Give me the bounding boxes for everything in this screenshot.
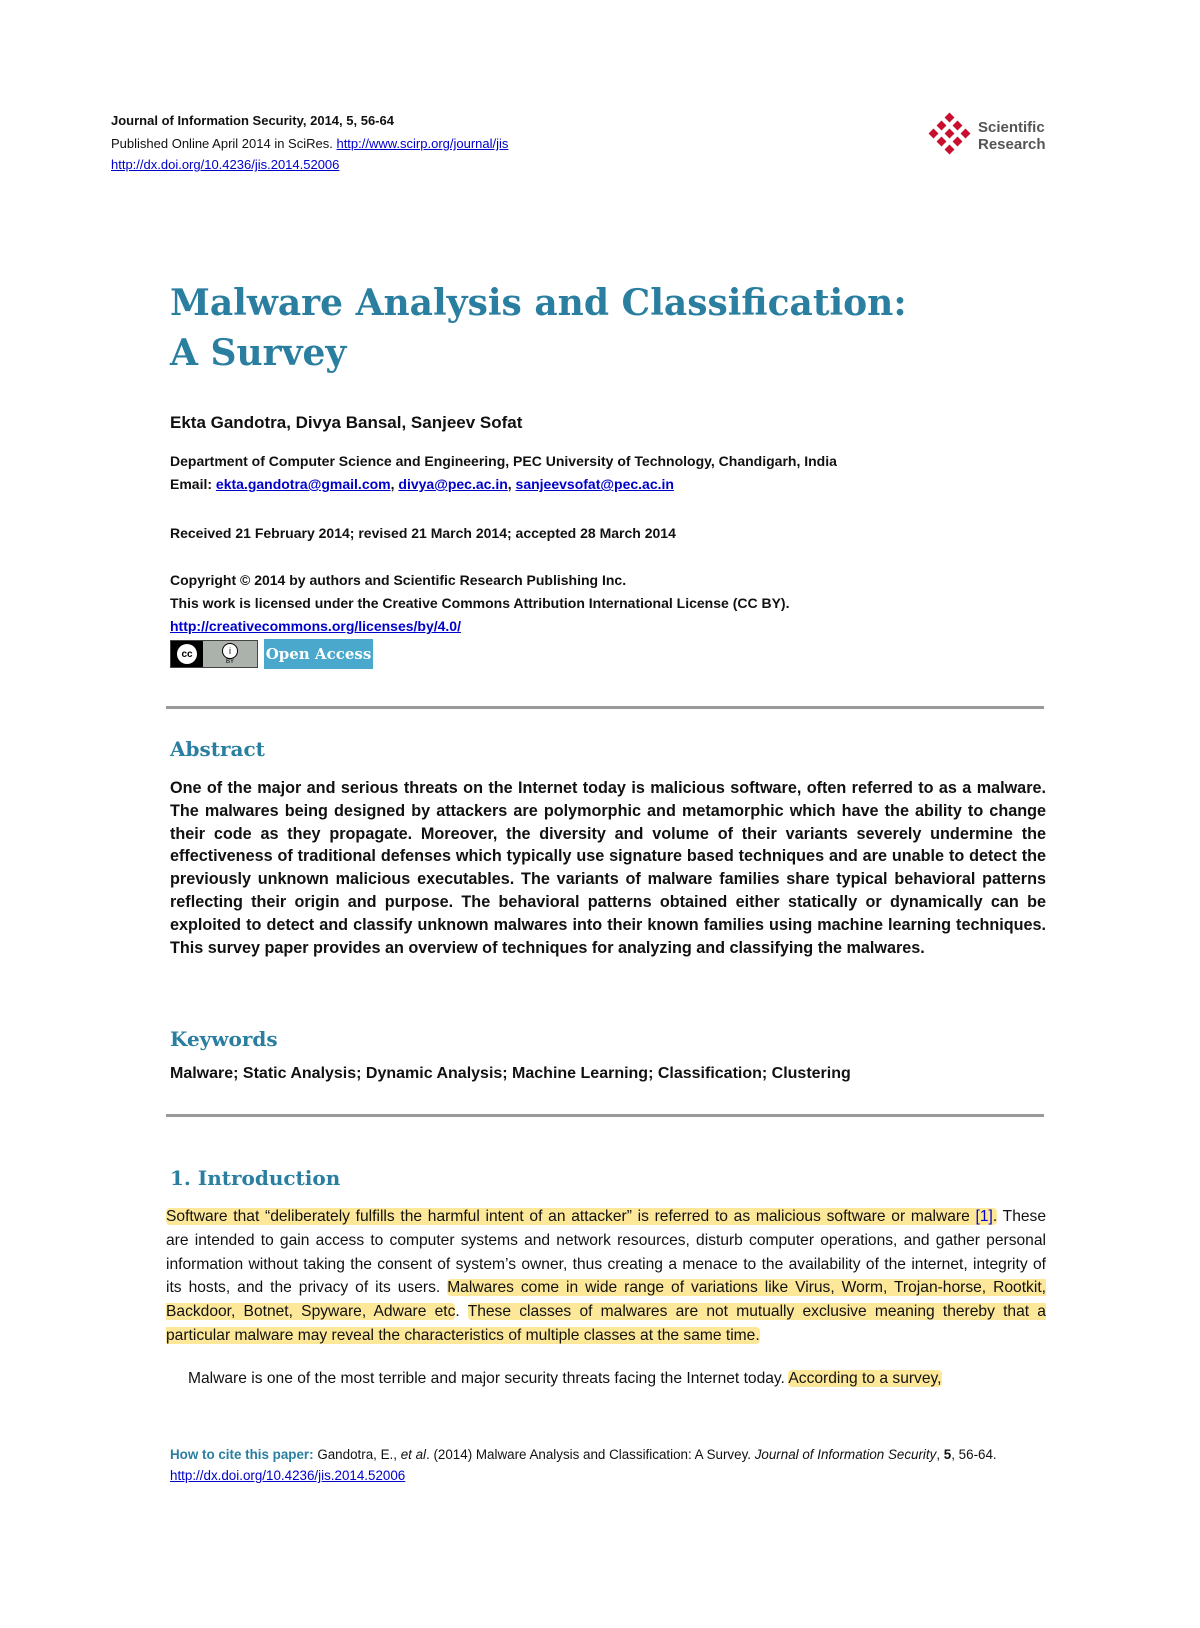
intro-paragraph-1 (166, 1205, 1046, 1348)
abstract-text: One of the major and serious threats on the Internet today is malicious software, often referred to as a malware. The malwares being designed by attackers are polymorphic and metamorphic which have the ability to change their code as they propagate. Moreover, the diversity and volume of their variants severely undermine the effectiveness of traditional defenses which typically use signature based techniques and are unable to detect the previously unknown malicious executables. The variants of malware families share typical behavioral patterns reflecting their origin and purpose. The behavioral patterns obtained either statically or dynamically can be exploited to detect and classify unknown malwares into their known families using machine learning techniques. This survey paper provides an overview of techniques for analyzing and classifying the malwares. (170, 779, 1046, 957)
cite-volume: 5 (943, 1447, 952, 1462)
email-separator: , (507, 476, 516, 492)
intro-p1-highlight-1: Software that “deliberately fulfills the harmful intent of an attacker” is referred to as malicious software or malware (166, 1208, 976, 1225)
keywords-text: Malware; Static Analysis; Dynamic Analysis; Machine Learning; Classification; Clustering (170, 1065, 851, 1082)
received-dates: Received 21 February 2014; revised 21 March 2014; accepted 28 March 2014 (170, 525, 676, 541)
published-prefix: Published Online April 2014 in SciRes. (111, 136, 337, 151)
introduction-heading: 1. Introduction (170, 1166, 341, 1190)
email-link-3[interactable]: sanjeevsofat@pec.ac.in (515, 476, 674, 492)
published-online-line (111, 136, 508, 151)
logo-diamond-icon (928, 114, 972, 158)
license-notice: This work is licensed under the Creative Commons Attribution International License (CC BY). (170, 595, 790, 611)
journal-url-link[interactable]: http://www.scirp.org/journal/jis (336, 136, 509, 151)
affiliation: Department of Computer Science and Engineering, PEC University of Technology, Chandigarh, India (170, 453, 837, 469)
cc-section (171, 641, 203, 667)
paper-title (170, 278, 1070, 378)
email-link-1[interactable]: ekta.gandotra@gmail.com (215, 476, 391, 492)
keywords-heading: Keywords (170, 1027, 278, 1051)
cc-by-badge[interactable] (170, 640, 258, 668)
scientific-research-logo (928, 114, 1046, 158)
cite-text-b: . (2014) Malware Analysis and Classification: A Survey. (426, 1447, 755, 1462)
intro-paragraph-2 (166, 1367, 1046, 1391)
authors: Ekta Gandotra, Divya Bansal, Sanjeev Sofat (170, 413, 523, 432)
divider-bottom (166, 1114, 1044, 1117)
title-line-2: A Survey (170, 332, 347, 374)
logo-line-1: Scientific (978, 119, 1045, 136)
copyright-notice: Copyright © 2014 by authors and Scientific Research Publishing Inc. (170, 572, 627, 588)
license-url-line (170, 618, 461, 634)
email-label: Email: (170, 476, 216, 492)
doi-link[interactable]: http://dx.doi.org/10.4236/jis.2014.52006 (111, 157, 340, 172)
intro-p1-dot: . (455, 1303, 468, 1321)
intro-p1-highlight-1-end: . (992, 1208, 998, 1225)
attribution-person-icon: i (222, 643, 238, 659)
journal-citation-header: Journal of Information Security, 2014, 5, 56-64 (111, 113, 394, 128)
doi-line (111, 157, 339, 172)
email-line (170, 476, 674, 492)
reference-link[interactable]: [1] (975, 1208, 993, 1225)
title-line-1: Malware Analysis and Classification: (170, 282, 907, 324)
email-link-2[interactable]: divya@pec.ac.in (398, 476, 508, 492)
cc-icon: cc (177, 644, 197, 664)
cite-doi-link[interactable]: http://dx.doi.org/10.4236/jis.2014.52006 (170, 1468, 406, 1483)
license-url-link[interactable]: http://creativecommons.org/licenses/by/4.0/ (170, 618, 461, 634)
logo-line-2: Research (978, 136, 1046, 153)
cite-text-d: , 56-64. (951, 1447, 997, 1462)
email-separator: , (390, 476, 399, 492)
intro-p1-highlight-2: Malwares come in wide range of variations like Virus, Worm, Trojan-horse, Rootkit, Backdoor, Botnet, Spyware, Adware etc (166, 1279, 1046, 1321)
intro-p2-plain: Malware is one of the most terrible and major security threats facing the Internet today. (188, 1370, 789, 1387)
intro-p2-highlight: According to a survey, (788, 1370, 942, 1387)
intro-p1-highlight-3: These classes of malwares are not mutually exclusive meaning thereby that a particular malware may reveal the characteristics of multiple classes at the same time. (166, 1303, 1046, 1344)
by-label: BY (225, 658, 234, 665)
how-to-cite (170, 1444, 1046, 1486)
by-section (203, 641, 257, 667)
cite-journal: Journal of Information Security (754, 1447, 937, 1462)
cite-label: How to cite this paper: (170, 1447, 318, 1462)
cite-text-c: , (936, 1447, 944, 1462)
logo-text (978, 119, 1046, 153)
abstract-heading: Abstract (170, 737, 265, 761)
divider-top (166, 706, 1044, 709)
intro-p1-plain: These are intended to gain access to computer systems and network resources, disturb computer operations, and gather personal information without taking the consent of system’s owner, thus creating a menace to the availability of the internet, integrity of its hosts, and the privacy of its users. (166, 1208, 1047, 1297)
cite-text-a: Gandotra, E., (317, 1447, 401, 1462)
cite-et-al: et al (400, 1447, 426, 1462)
open-access-badge: Open Access (264, 639, 373, 669)
highlight (166, 1208, 997, 1225)
